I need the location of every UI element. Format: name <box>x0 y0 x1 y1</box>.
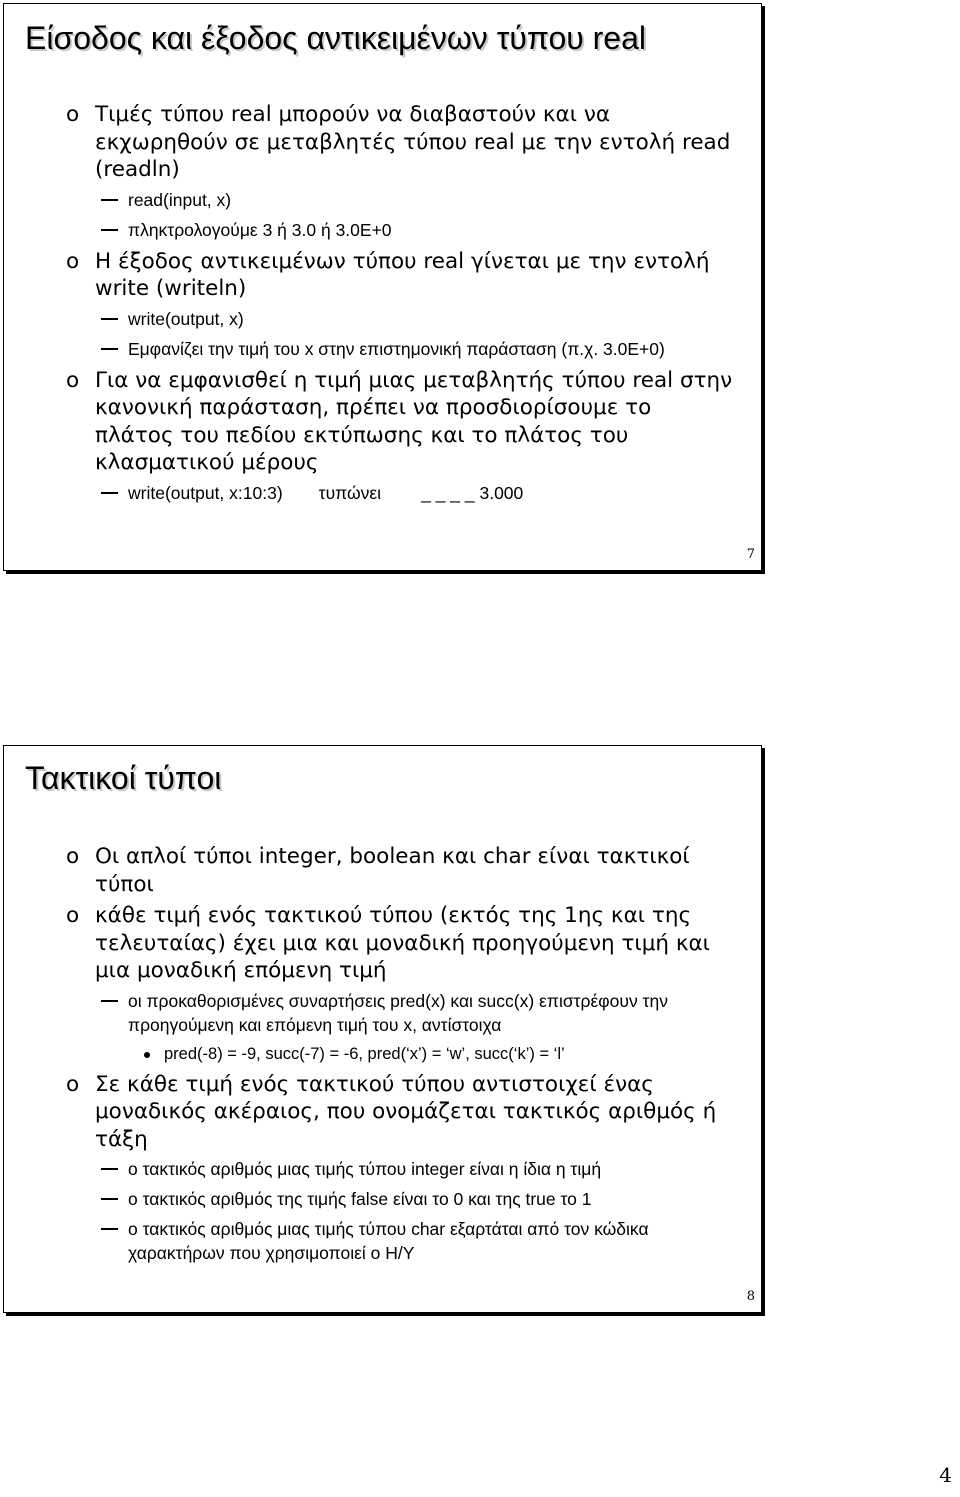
prints-label: τυπώνει <box>318 482 382 503</box>
sub-sub-bullet-item <box>4 1043 761 1065</box>
blank-placeholders: _ _ _ _ <box>421 482 475 503</box>
bullet-item <box>4 101 761 184</box>
slide-number: 8 <box>746 1289 755 1304</box>
sub-bullet-item <box>4 989 761 1037</box>
bullet-marker: o <box>66 248 80 274</box>
slide-body <box>4 101 761 511</box>
sub-bullet-item <box>4 188 761 212</box>
sub-bullet-item <box>4 307 761 331</box>
sub-bullet-item <box>4 1157 761 1181</box>
bullet-text: Η έξοδος αντικειμένων τύπου real γίνεται με την εντολή write (writeln) <box>95 248 710 301</box>
sub-bullet-text: ο τακτικός αριθμός μιας τιμής τύπου char εξαρτάται από τον κώδικα χαρακτήρων που χρησιμοποιεί ο Η/Υ <box>128 1219 649 1263</box>
bullet-text: Οι απλοί τύποι integer, boolean και char είναι τακτικοί τύποι <box>95 844 690 897</box>
sub-bullet-text: Εμφανίζει την τιμή του x στην επιστημονική παράσταση (π.χ. 3.0E+0) <box>128 338 665 359</box>
slide-8 <box>3 745 762 1313</box>
bullet-item <box>4 248 761 303</box>
output-value: 3.000 <box>479 482 524 503</box>
bullet-text: κάθε τιμή ενός τακτικού τύπου (εκτός της 1ης και της τελευταίας) έχει μια και μοναδική προηγούμενη τιμή και μια μοναδική επόμενη τιμή <box>95 903 710 983</box>
sub-bullet-text: write(output, x) <box>128 308 244 329</box>
dash-marker <box>101 229 118 231</box>
bullet-marker: o <box>66 1071 80 1097</box>
bullet-item <box>4 367 761 477</box>
slide-7 <box>3 3 762 571</box>
dash-marker <box>101 348 118 350</box>
sub-bullet-item <box>4 1217 761 1265</box>
slide-title: Είσοδος και έξοδος αντικειμένων τύπου real <box>25 20 646 56</box>
bullet-item <box>4 902 761 985</box>
slide-body <box>4 843 761 1271</box>
sub-bullet-text: οι προκαθορισμένες συναρτήσεις pred(x) και succ(x) επιστρέφουν την προηγούμενη και επόμενη τιμή του x, αντίστοιχα <box>128 990 668 1035</box>
sub-bullet-text: read(input, x) <box>128 189 232 210</box>
sub-bullet-text: ο τακτικός αριθμός της τιμής false είναι το 0 και της true το 1 <box>128 1189 592 1209</box>
bullet-text: Για να εμφανισθεί η τιμή μιας μεταβλητής τύπου real στην κανονική παράσταση, πρέπει να προσδιορίσουμε το πλάτος του πεδίου εκτύπωσης και το πλάτος του κλασματικού μέρους <box>95 367 733 475</box>
bullet-item <box>4 1071 761 1154</box>
slide-title: Τακτικοί τύποι <box>25 760 222 796</box>
sub-bullet-text: πληκτρολογούμε 3 ή 3.0 ή 3.0E+0 <box>128 219 392 240</box>
bullet-marker: o <box>66 844 80 869</box>
sub-bullet-text: ο τακτικός αριθμός μιας τιμής τύπου integer είναι η ίδια η τιμή <box>128 1159 602 1179</box>
bullet-text: Σε κάθε τιμή ενός τακτικού τύπου αντιστοιχεί ένας μοναδικός ακέραιος, που ονομάζεται τακτικός αριθμός ή τάξη <box>95 1071 717 1152</box>
dash-marker <box>101 492 118 494</box>
bullet-marker: o <box>66 102 80 127</box>
sub-bullet-item <box>4 481 761 505</box>
sub-bullet-item <box>4 1187 761 1211</box>
sub-bullet-item <box>4 337 761 361</box>
sub-bullet-item <box>4 218 761 242</box>
dash-marker <box>101 199 118 201</box>
code-example: write(output, x:10:3) <box>128 482 283 503</box>
dash-marker <box>101 1000 118 1002</box>
bullet-marker: o <box>66 367 80 393</box>
slide-number: 7 <box>746 547 755 562</box>
dash-marker <box>101 318 118 320</box>
bullet-marker: o <box>66 903 80 928</box>
page-number: 4 <box>939 1463 952 1487</box>
dash-marker <box>101 1168 118 1170</box>
dot-marker <box>144 1052 150 1058</box>
bullet-text: Τιμές τύπου real μπορούν να διαβαστούν και να εκχωρηθούν σε μεταβλητές τύπου real με την εντολή read (readln) <box>95 102 731 182</box>
dash-marker <box>101 1228 118 1230</box>
bullet-item <box>4 843 761 898</box>
dash-marker <box>101 1198 118 1200</box>
example-text: pred(-8) = -9, succ(-7) = -6, pred(‘x’) = ‘w’, succ(‘k’) = ‘l’ <box>164 1044 565 1063</box>
